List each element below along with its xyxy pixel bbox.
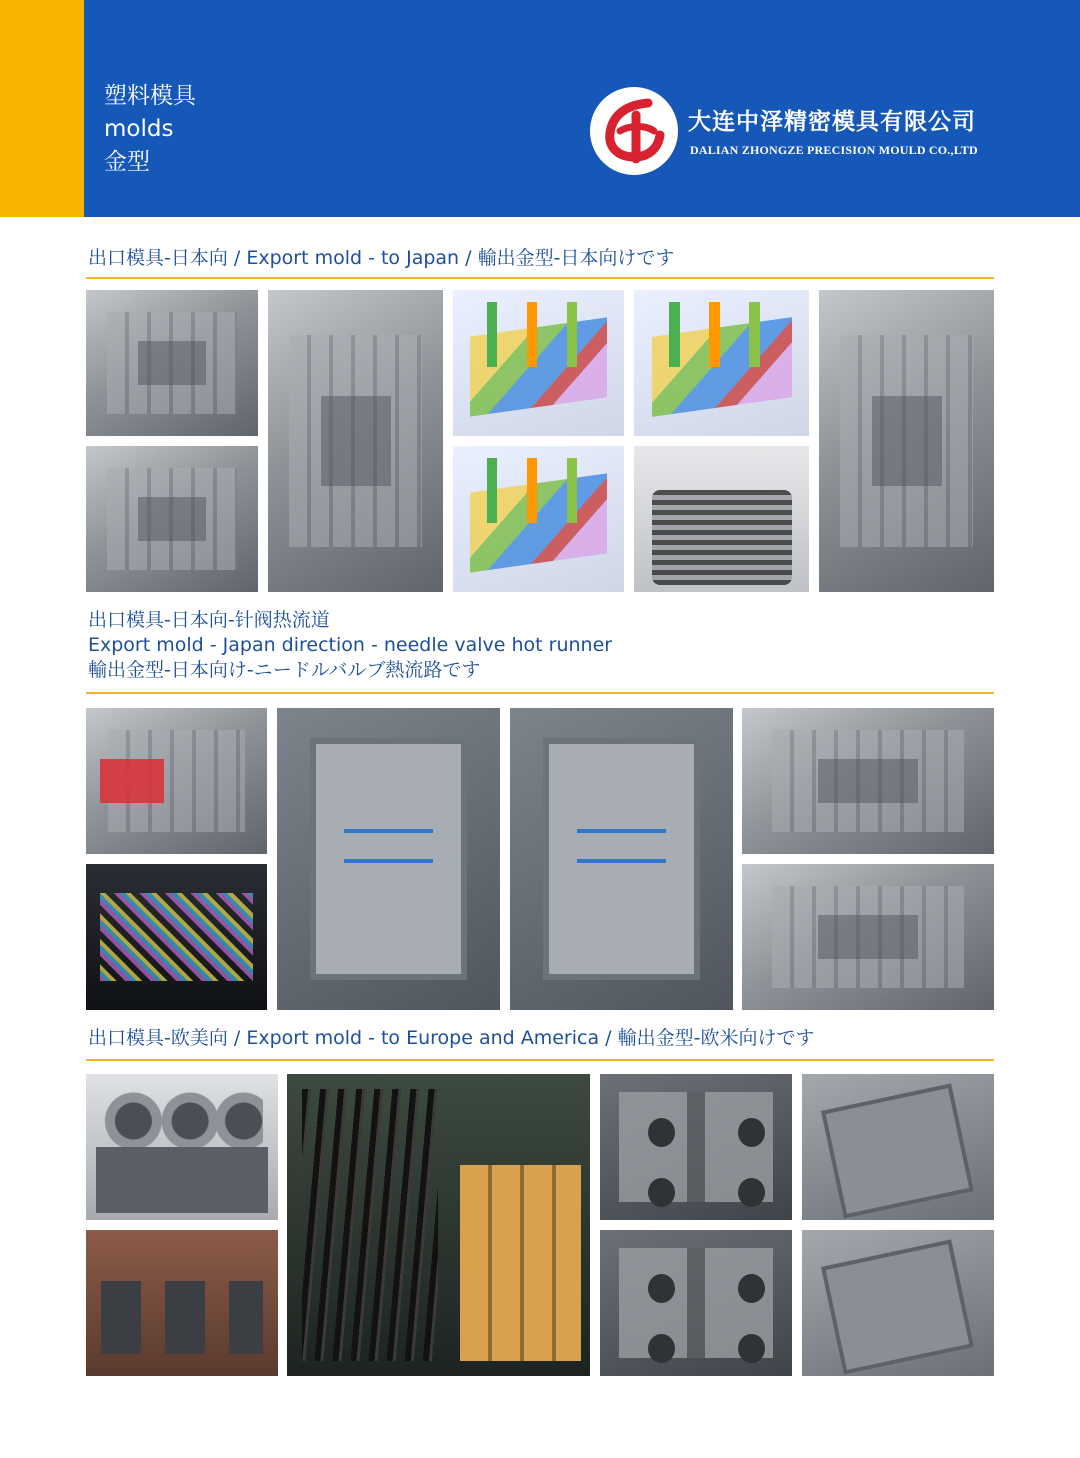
section-title-line: 出口模具-欧美向 / Export mold - to Europe and America / 輸出金型-欧米向けです — [88, 1027, 815, 1049]
section-divider — [86, 692, 994, 694]
section-divider — [86, 277, 994, 279]
mold-photo — [86, 708, 267, 854]
mold-plate-photo — [510, 708, 733, 1010]
hoses-mold-photo — [287, 1074, 590, 1376]
company-name-cn: 大连中泽精密模具有限公司 — [688, 109, 976, 135]
mold-block-photo — [802, 1230, 994, 1376]
company-logo-icon — [590, 87, 678, 175]
section-title-line: Export mold - Japan direction - needle valve hot runner — [88, 634, 613, 656]
mold-photo — [86, 290, 258, 436]
mold-photo — [742, 708, 994, 854]
mold-cad-image — [453, 446, 624, 592]
category-label-en: molds — [104, 116, 174, 142]
company-name-en: DALIAN ZHONGZE PRECISION MOULD CO.,LTD — [690, 143, 978, 157]
springs-photo — [634, 446, 809, 592]
section-title-line: 出口模具-日本向 / Export mold - to Japan / 輸出金型-日本向けです — [88, 247, 675, 269]
header-accent-strip — [0, 0, 84, 217]
mold-insert-photo — [802, 1074, 994, 1220]
hot-runner-render — [86, 864, 267, 1010]
category-labels — [104, 80, 196, 179]
mold-photo — [268, 290, 443, 592]
section-title-europe-america — [88, 1026, 814, 1051]
mold-photo — [819, 290, 994, 592]
section-title-japan-hot-runner — [88, 608, 612, 683]
header-banner — [0, 0, 1080, 217]
section-title-line: 出口模具-日本向-针阀热流道 — [88, 609, 330, 631]
category-label-jp: 金型 — [104, 149, 150, 175]
section-divider — [86, 1059, 994, 1061]
section-title-japan — [88, 246, 674, 271]
mold-photo — [86, 446, 258, 592]
molded-parts-photo — [86, 1074, 278, 1220]
cavity-inserts-photo — [600, 1074, 792, 1220]
section-title-line: 輸出金型-日本向け-ニードルバルブ熱流路です — [88, 659, 481, 681]
connector-parts-photo — [86, 1230, 278, 1376]
category-label-cn: 塑料模具 — [104, 83, 196, 109]
cavity-inserts-photo — [600, 1230, 792, 1376]
mold-plate-photo — [277, 708, 500, 1010]
mold-cad-image — [453, 290, 624, 436]
mold-photo — [742, 864, 994, 1010]
mold-cad-image — [634, 290, 809, 436]
